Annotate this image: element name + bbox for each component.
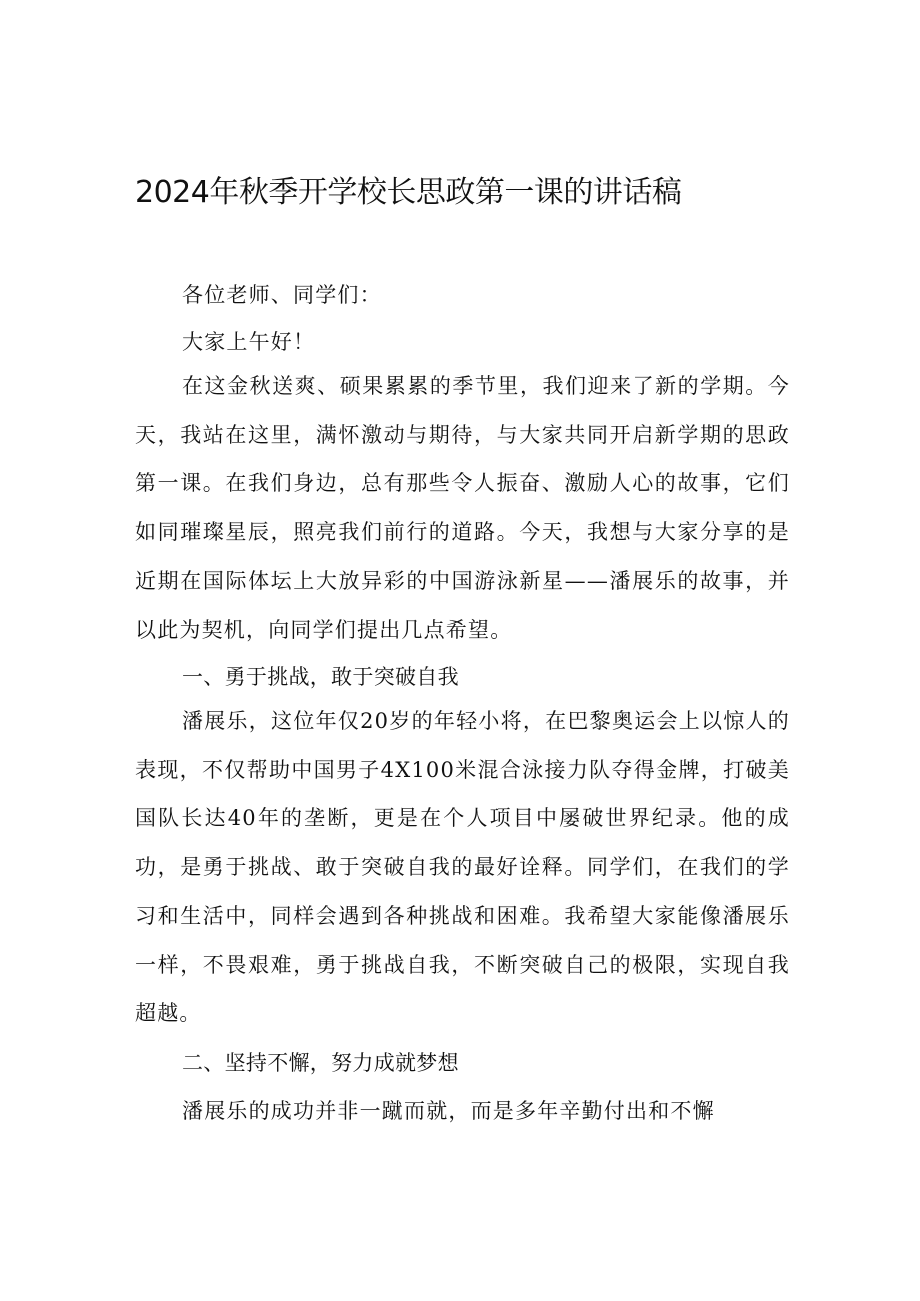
greeting: 大家上午好！ — [182, 330, 316, 354]
paragraph-3: 潘展乐的成功并非一蹴而就，而是多年辛勤付出和不懈 — [182, 1099, 715, 1123]
section-heading-2: 二、坚持不懈，努力成就梦想 — [182, 1051, 459, 1075]
section-heading-1: 一、勇于挑战，敢于突破自我 — [182, 665, 459, 689]
paragraph-1: 在这金秋送爽、硕果累累的季节里，我们迎来了新的学期。今天，我站在这里，满怀激动与期待，与大家共同开启新学期的思政第一课。在我们身边，总有那些令人振奋、激励人心的故事，它们如同璀璨星辰，照亮我们前行的道路。今天，我想与大家分享的是近期在国际体坛上大放异彩的中国游泳新星——潘展乐的故事，并以此为契机，向同学们提出几点希望。 — [135, 374, 790, 642]
salutation: 各位老师、同学们： — [182, 283, 382, 307]
document-title: 2024年秋季开学校长思政第一课的讲话稿 — [135, 175, 682, 210]
paragraph-2: 潘展乐，这位年仅20岁的年轻小将，在巴黎奥运会上以惊人的表现，不仅帮助中国男子4X100米混合泳接力队夺得金牌，打破美国队长达40年的垄断，更是在个人项目中屡破世界纪录。他的成功，是勇于挑战、敢于突破自我的最好诠释。同学们，在我们的学习和生活中，同样会遇到各种挑战和困难。我希望大家能像潘展乐一样，不畏艰难，勇于挑战自我，不断突破自己的极限，实现自我超越。 — [135, 709, 790, 1026]
